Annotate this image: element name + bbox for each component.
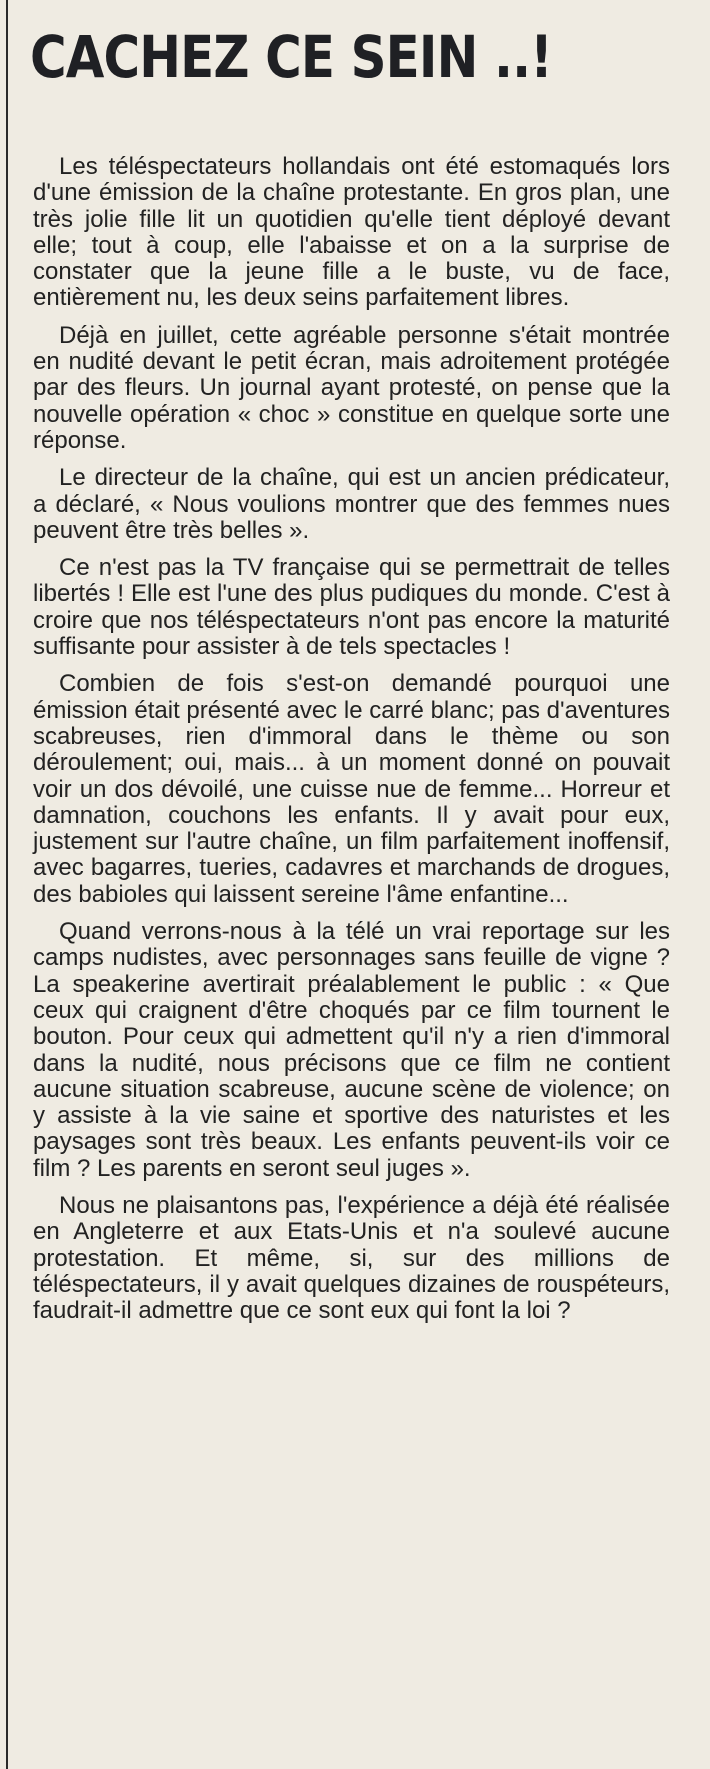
- column-rule: [6, 0, 8, 1769]
- article-headline: CACHEZ CE SEIN ..!: [30, 23, 553, 91]
- paragraph: Ce n'est pas la TV française qui se permettrait de telles libertés ! Elle est l'une des plus pudiques du monde. C'est à croire que nos téléspectateurs n'ont pas encore la maturité suffisante pour assister à de tels spectacles !: [33, 554, 670, 661]
- paragraph: Combien de fois s'est-on demandé pourquoi une émission était présenté avec le carré blanc; pas d'aventures scabreuses, rien d'immoral dans le thème ou son déroulement; oui, mais... à un moment donné on pouvait voir un dos dévoilé, une cuisse nue de femme... Horreur et damnation, couchons les enfants. Il y avait pour eux, justement sur l'autre chaîne, un film parfaitement inoffensif, avec bagarres, tueries, cadavres et marchands de drogues, des babioles qui laissent sereine l'âme enfantine...: [33, 670, 670, 908]
- paragraph: Nous ne plaisantons pas, l'expérience a déjà été réalisée en Angleterre et aux Etats-Unis et n'a soulevé aucune protestation. Et même, si, sur des millions de téléspectateurs, il y avait quelques dizaines de rouspéteurs, faudrait-il admettre que ce sont eux qui font la loi ?: [33, 1191, 670, 1325]
- article-body: [33, 154, 670, 1335]
- paragraph: Le directeur de la chaîne, qui est un ancien prédicateur, a déclaré, « Nous voulions montrer que des femmes nues peuvent être très belles ».: [33, 464, 670, 544]
- paragraph: Déjà en juillet, cette agréable personne s'était montrée en nudité devant le petit écran, mais adroitement protégée par des fleurs. Un journal ayant protesté, on pense que la nouvelle opération « choc » constitue en quelque sorte une réponse.: [33, 321, 670, 454]
- paragraph: Les téléspectateurs hollandais ont été estomaqués lors d'une émission de la chaîne protestante. En gros plan, une très jolie fille lit un quotidien qu'elle tient déployé devant elle; tout à coup, elle l'abaisse et on a la surprise de constater que la jeune fille a le buste, vu de face, entièrement nu, les deux seins parfaitement libres.: [33, 153, 670, 312]
- paragraph: Quand verrons-nous à la télé un vrai reportage sur les camps nudistes, avec personnages sans feuille de vigne ? La speakerine avertirait préalablement le public : « Que ceux qui craignent d'être choqués par ce film tournent le bouton. Pour ceux qui admettent qu'il n'y a rien d'immoral dans la nudité, nous précisons que ce film ne contient aucune situation scabreuse, aucune scène de violence; on y assiste à la vie saine et sportive des naturistes et les paysages sont très beaux. Les enfants peuvent-ils voir ce film ? Les parents en seront seul juges ».: [33, 918, 670, 1182]
